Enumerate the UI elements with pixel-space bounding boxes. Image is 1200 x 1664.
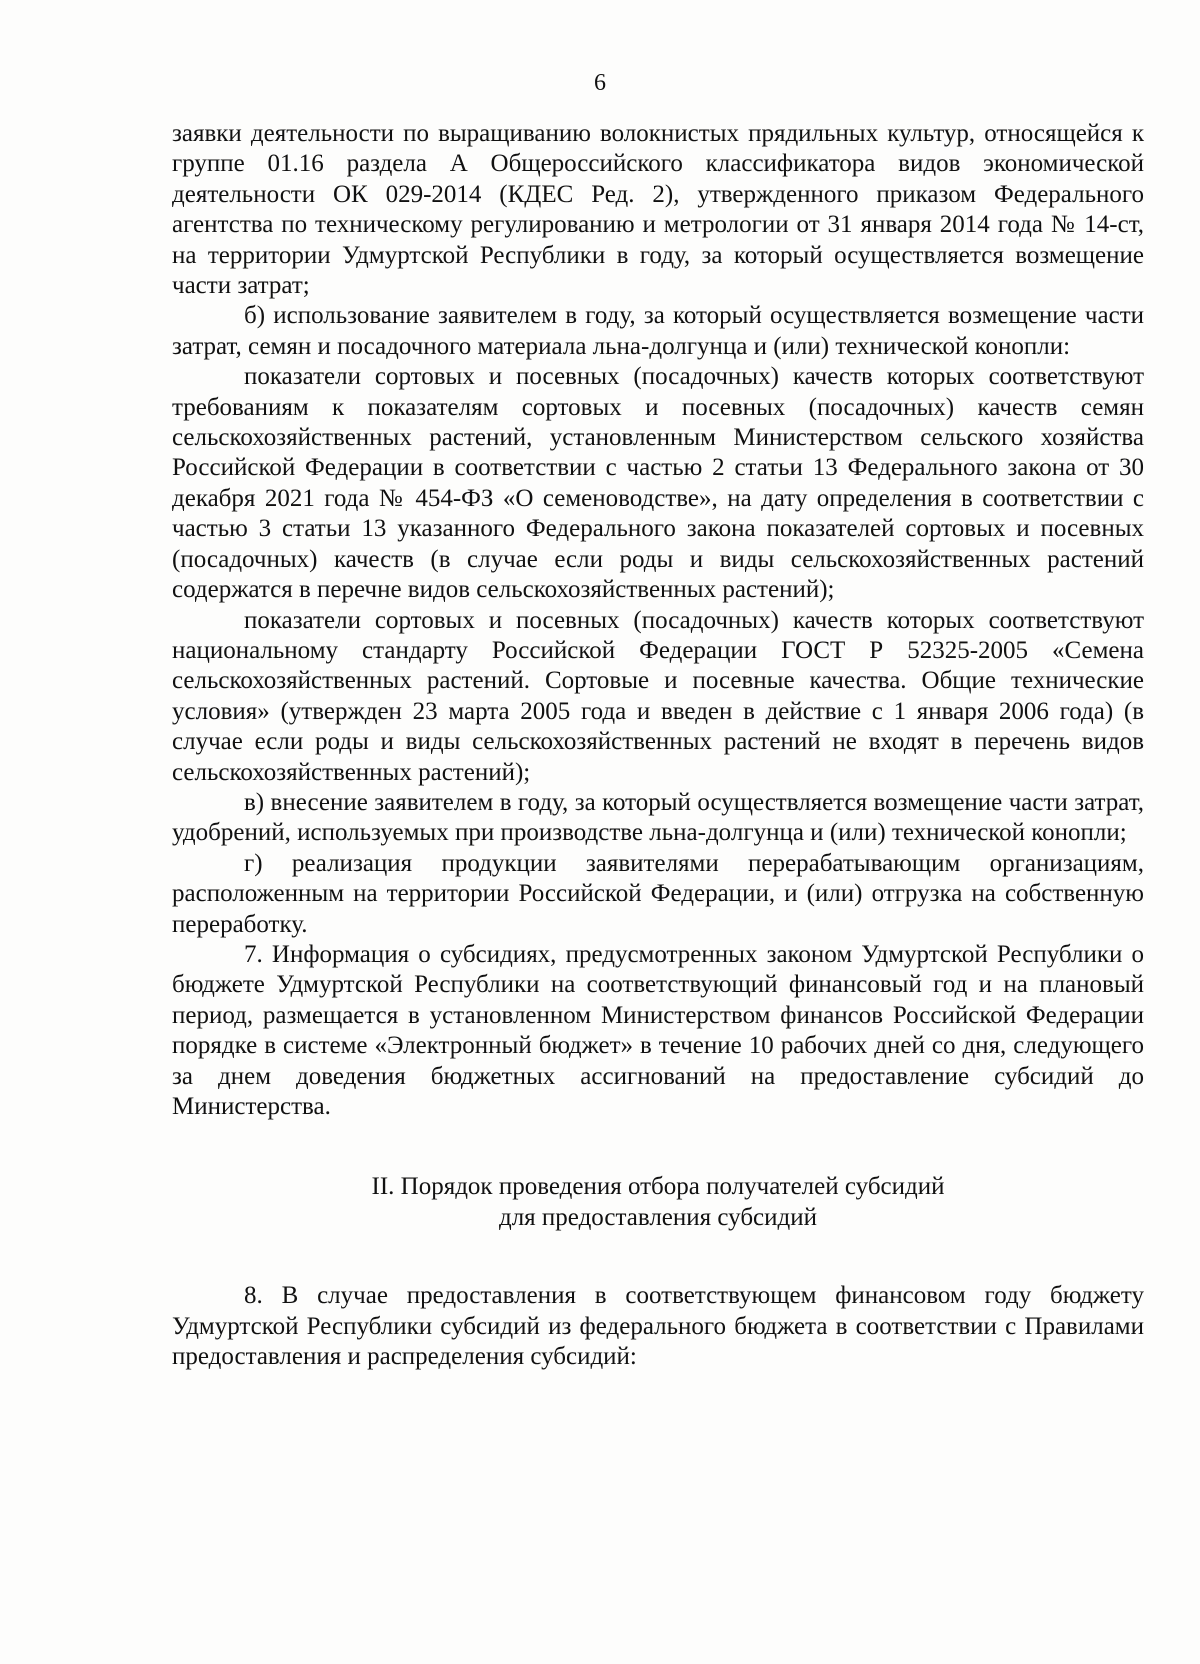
page-number: 6 (594, 70, 606, 96)
section-title-line-2: для предоставления субсидий (498, 1204, 818, 1232)
document-body (172, 119, 1144, 1373)
paragraph-item-v: в) внесение заявителем в году, за который осуществляется возмещение части затрат, удобрений, используемых при производстве льна-долгунца и (или) технической конопли; (172, 788, 1144, 847)
paragraph-clause-7: 7. Информация о субсидиях, предусмотренных законом Удмуртской Республики о бюджете Удмуртской Республики на соответствующий финансовый год и на плановый период, размещается в установленном Министерством финансов Российской Федерации порядке в системе «Электронный бюджет» в течение 10 рабочих дней со дня, следующего за днем доведения бюджетных ассигнований на предоставление субсидий до Министерства. (172, 940, 1144, 1120)
section-title (172, 1171, 1144, 1233)
paragraph-item-g: г) реализация продукции заявителями перерабатывающим организациям, расположенным на территории Российской Федерации, и (или) отгрузка на собственную переработку. (172, 849, 1144, 938)
paragraph-seed-quality-gost: показатели сортовых и посевных (посадочных) качеств которых соответствуют национальному стандарту Российской Федерации ГОСТ Р 52325-2005 «Семена сельскохозяйственных растений. Сортовые и посевные качества. Общие технические условия» (утвержден 23 марта 2005 года и введен в действие с 1 января 2006 года) (в случае если роды и виды сельскохозяйственных растений не входят в перечень видов сельскохозяйственных растений); (172, 606, 1144, 786)
paragraph-item-b: б) использование заявителем в году, за который осуществляется возмещение части затрат, семян и посадочного материала льна-долгунца и (или) технической конопли: (172, 302, 1144, 360)
section-title-line-1: II. Порядок проведения отбора получателей субсидий (371, 1173, 945, 1201)
paragraph-seed-quality-requirements: показатели сортовых и посевных (посадочных) качеств которых соответствуют требованиям к показателям сортовых и посевных (посадочных) качеств семян сельскохозяйственных растений, установленным Министерством сельского хозяйства Российской Федерации в соответствии с частью 2 статьи 13 Федерального закона от 30 декабря 2021 года № 454-ФЗ «О семеноводстве», на дату определения в соответствии с частью 3 статьи 13 указанного Федерального закона показателей сортовых и посевных (посадочных) качеств (в случае если роды и виды сельскохозяйственных растений содержатся в перечне видов сельскохозяйственных растений); (172, 363, 1144, 604)
paragraph-clause-8: 8. В случае предоставления в соответствующем финансовом году бюджету Удмуртской Республики субсидий из федерального бюджета в соответствии с Правилами предоставления и распределения субсидий: (172, 1282, 1144, 1371)
paragraph-continuation: заявки деятельности по выращиванию волокнистых прядильных культур, относящейся к группе 01.16 раздела А Общероссийского классификатора видов экономической деятельности ОК 029-2014 (КДЕС Ред. 2), утвержденного приказом Федерального агентства по техническому регулированию и метрологии от 31 января 2014 года № 14-ст, на территории Удмуртской Республики в году, за который осуществляется возмещение части затрат; (172, 120, 1144, 300)
